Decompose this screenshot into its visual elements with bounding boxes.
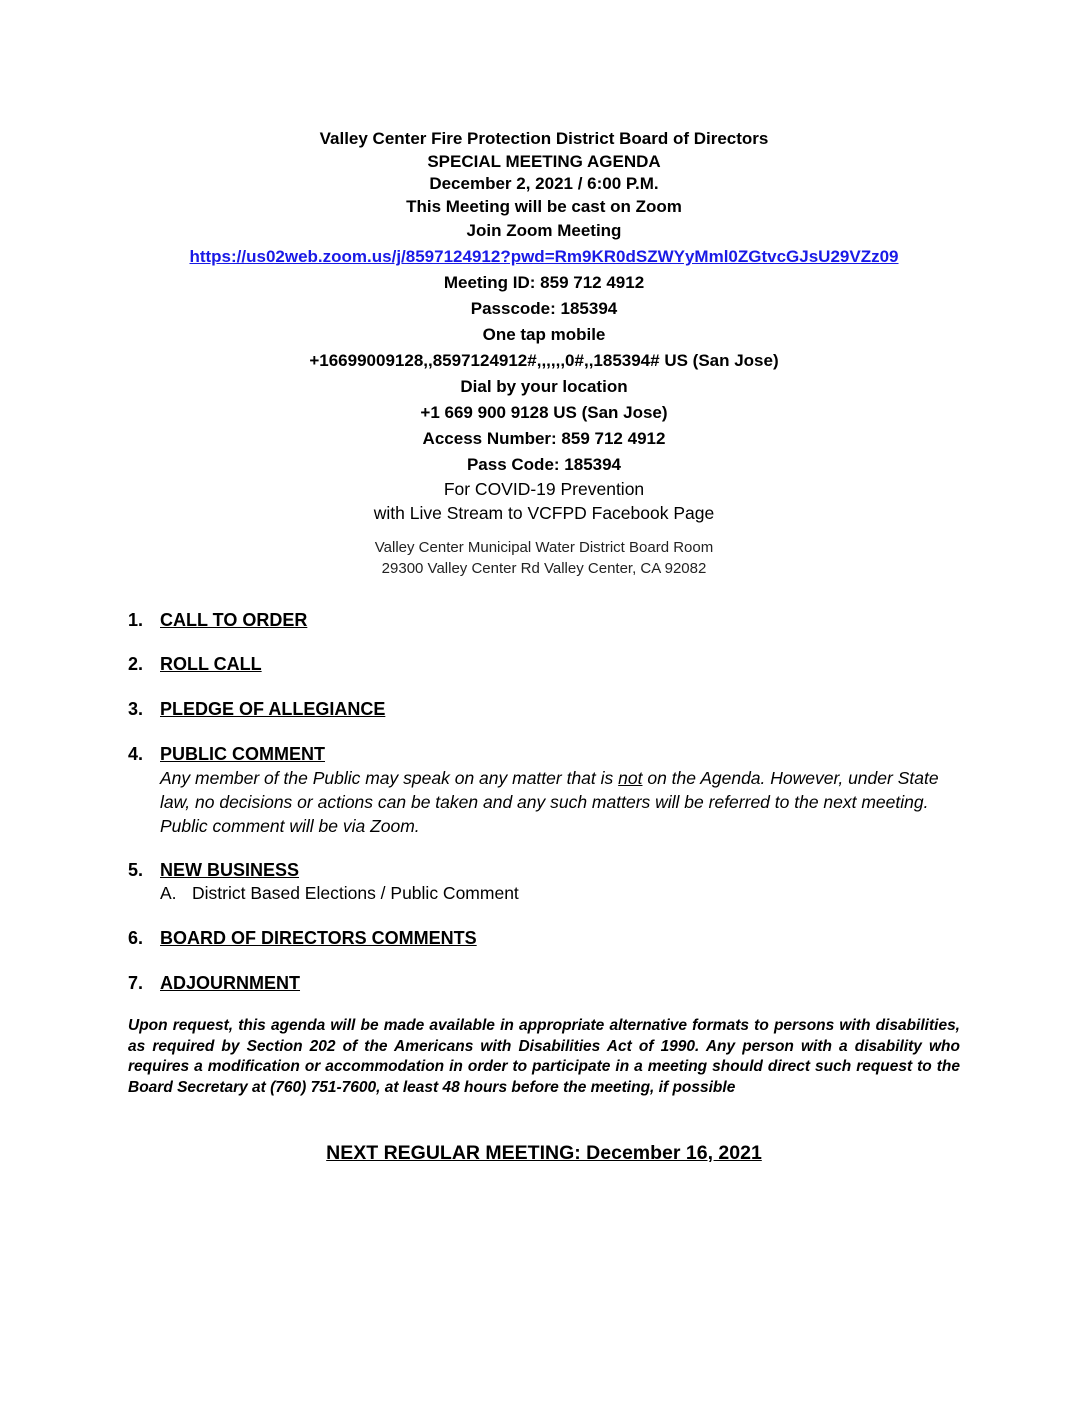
agenda-item-number: 1. (128, 610, 144, 630)
next-meeting-text: NEXT REGULAR MEETING: December 16, 2021 (326, 1142, 762, 1164)
zoom-meeting-link[interactable]: https://us02web.zoom.us/j/8597124912?pwd=Rm9KR0dSZWYyMml0ZGtvcGJsU29VZz09 (189, 247, 899, 266)
agenda-item-number: 3. (128, 699, 144, 719)
location-address: 29300 Valley Center Rd Valley Center, CA 92082 (381, 560, 707, 577)
agenda-item-new-business (128, 858, 968, 904)
agenda-header (0, 128, 1088, 579)
agenda-item-title: PUBLIC COMMENT (160, 744, 325, 764)
agenda-item-pledge (128, 697, 968, 721)
agenda-item-number: 7. (128, 973, 144, 993)
location-name: Valley Center Municipal Water District Board Room (374, 539, 714, 556)
agenda-item-title: BOARD OF DIRECTORS COMMENTS (160, 928, 477, 948)
join-zoom-label: Join Zoom Meeting (466, 221, 622, 240)
meeting-date-time: December 2, 2021 / 6:00 P.M. (429, 174, 659, 193)
one-tap-mobile-label: One tap mobile (482, 325, 606, 344)
agenda-item-title: CALL TO ORDER (160, 610, 308, 630)
zoom-cast-notice: This Meeting will be cast on Zoom (406, 196, 682, 216)
district-board-title: Valley Center Fire Protection District Board of Directors (319, 129, 769, 148)
pass-code: Pass Code: 185394 (466, 455, 622, 474)
passcode: Passcode: 185394 (470, 299, 618, 318)
meeting-id: Meeting ID: 859 712 4912 (443, 273, 645, 292)
live-stream-line: with Live Stream to VCFPD Facebook Page (373, 502, 715, 523)
access-number: Access Number: 859 712 4912 (422, 429, 666, 448)
agenda-list (128, 608, 968, 995)
new-business-subitem: A. District Based Elections / Public Comment (160, 883, 519, 903)
dial-number: +1 669 900 9128 US (San Jose) (420, 403, 668, 422)
agenda-item-number: 2. (128, 654, 144, 674)
agenda-item-number: 6. (128, 928, 144, 948)
emphasis-word: not (618, 768, 643, 788)
covid-prevention-line: For COVID-19 Prevention (443, 479, 645, 499)
agenda-item-title: PLEDGE OF ALLEGIANCE (160, 699, 386, 719)
agenda-item-title: NEW BUSINESS (160, 860, 300, 880)
one-tap-mobile-number: +16699009128,,8597124912#,,,,,,0#,,185394# US (San Jose) (309, 351, 779, 370)
agenda-item-number: 4. (128, 744, 144, 764)
agenda-item-public-comment (128, 742, 968, 838)
agenda-item-board-comments (128, 926, 968, 950)
dial-by-location-label: Dial by your location (460, 377, 628, 396)
agenda-item-title: ROLL CALL (160, 654, 262, 674)
agenda-item-adjournment (128, 971, 968, 995)
meeting-type-title: SPECIAL MEETING AGENDA (427, 151, 661, 171)
accessibility-disclaimer: Upon request, this agenda will be made available in appropriate alternative formats to persons with disabilities, as required by Section 202 of the Americans with Disabilities Act of 1990. Any person with a disability who requires a modification or accommodation in order to participate in a meeting should direct such request to the Board Secretary at (760) 751-7600, at least 48 hours before the meeting, if possible (128, 1017, 960, 1096)
public-comment-description: Any member of the Public may speak on any matter that is not on the Agenda. However, under State law, no decisions or actions can be taken and any such matters will be referred to the next meeting. Public comment will be via Zoom. (160, 768, 939, 836)
agenda-item-call-to-order (128, 608, 968, 632)
agenda-item-title: ADJOURNMENT (160, 973, 301, 993)
agenda-item-roll-call (128, 652, 968, 676)
next-meeting-notice (0, 1140, 1088, 1166)
agenda-item-number: 5. (128, 860, 144, 880)
